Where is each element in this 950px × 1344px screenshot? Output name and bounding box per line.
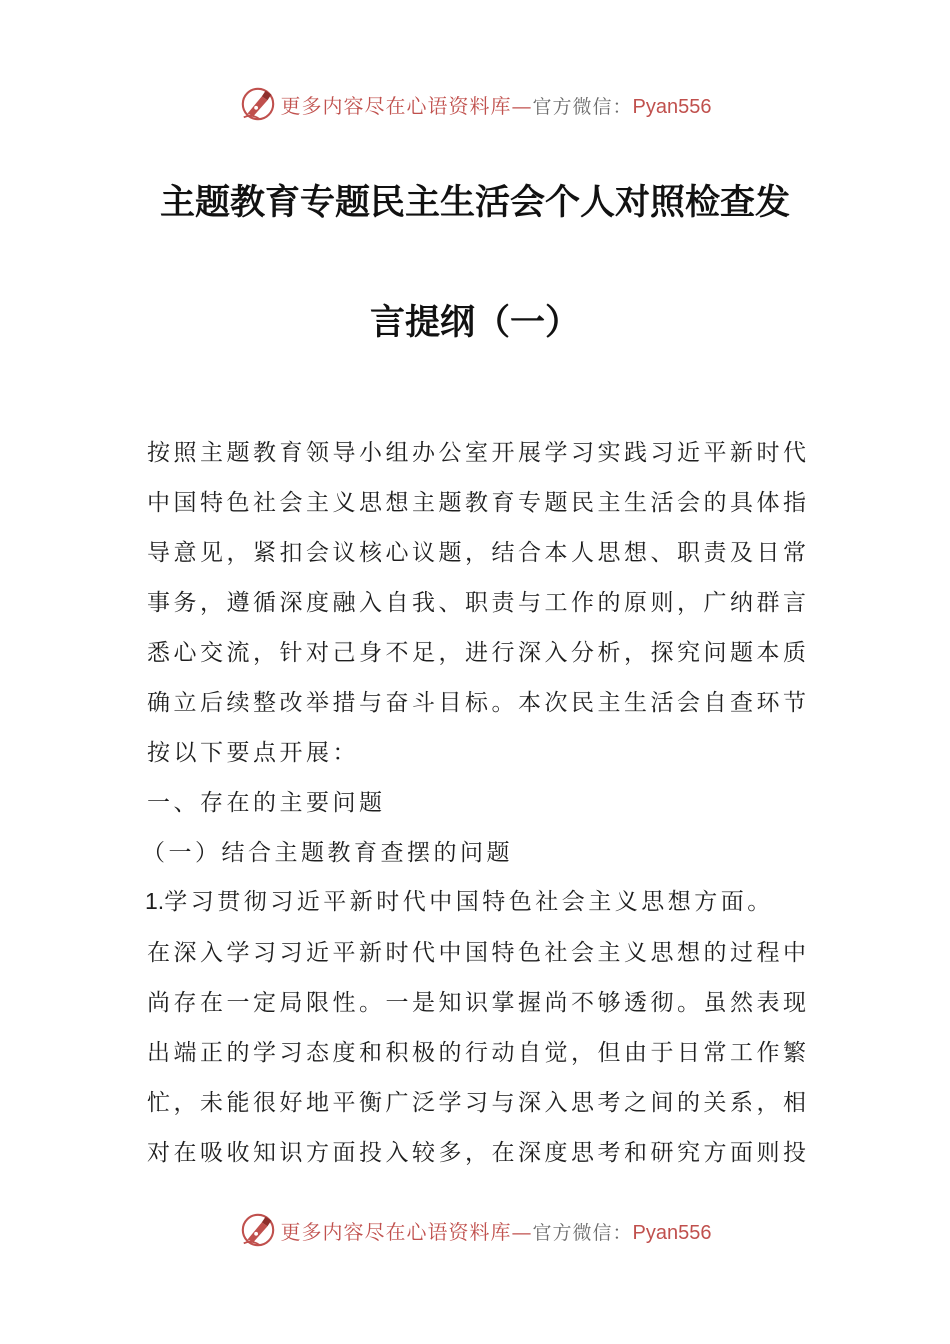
item-heading bbox=[145, 883, 805, 916]
watermark-banner-top bbox=[0, 84, 950, 124]
watermark-wechat-label: 官方微信： bbox=[532, 1221, 633, 1244]
watermark-wechat-id: Pyan556 bbox=[632, 95, 712, 118]
pen-nib-logo-icon bbox=[239, 85, 277, 123]
subsection-heading: （一）结合主题教育查摆的问题 bbox=[142, 840, 513, 866]
body-line: 忙，未能很好地平衡广泛学习与深入思考之间的关系，相 bbox=[147, 1090, 810, 1116]
watermark-banner-bottom bbox=[0, 1210, 950, 1250]
watermark-wechat-label: 官方微信： bbox=[532, 95, 633, 118]
body-line: 按以下要点开展： bbox=[147, 740, 359, 766]
body-line: 在深入学习习近平新时代中国特色社会主义思想的过程中 bbox=[147, 940, 810, 966]
body-line: 事务，遵循深度融入自我、职责与工作的原则，广纳群言 bbox=[147, 590, 810, 616]
document-title-line-1: 主题教育专题民主生活会个人对照检查发 bbox=[159, 182, 790, 223]
body-line: 中国特色社会主义思想主题教育专题民主生活会的具体指 bbox=[147, 490, 810, 516]
body-line: 出端正的学习态度和积极的行动自觉，但由于日常工作繁 bbox=[147, 1040, 810, 1066]
watermark-text bbox=[281, 90, 712, 119]
section-heading: 一、存在的主要问题 bbox=[147, 790, 386, 816]
watermark-text bbox=[281, 1216, 712, 1245]
pen-nib-logo-icon bbox=[239, 1211, 277, 1249]
body-line: 悉心交流，针对己身不足，进行深入分析，探究问题本质 bbox=[147, 640, 810, 666]
watermark-dash: — bbox=[511, 93, 533, 118]
watermark-site-text: 更多内容尽在心语资料库 bbox=[280, 1219, 512, 1244]
body-line: 对在吸收知识方面投入较多，在深度思考和研究方面则投 bbox=[147, 1140, 810, 1166]
item-number: 1. bbox=[145, 888, 165, 914]
body-line: 确立后续整改举措与奋斗目标。本次民主生活会自查环节 bbox=[147, 690, 810, 716]
body-line: 按照主题教育领导小组办公室开展学习实践习近平新时代 bbox=[147, 440, 810, 466]
watermark-site-text: 更多内容尽在心语资料库 bbox=[280, 93, 512, 118]
body-line: 导意见，紧扣会议核心议题，结合本人思想、职责及日常 bbox=[147, 540, 810, 566]
watermark-wechat-id: Pyan556 bbox=[632, 1221, 712, 1244]
body-line: 尚存在一定局限性。一是知识掌握尚不够透彻。虽然表现 bbox=[147, 990, 810, 1016]
item-text: 学习贯彻习近平新时代中国特色社会主义思想方面。 bbox=[164, 889, 774, 915]
document-title-line-2: 言提纲（一） bbox=[369, 302, 580, 343]
watermark-dash: — bbox=[511, 1219, 533, 1244]
